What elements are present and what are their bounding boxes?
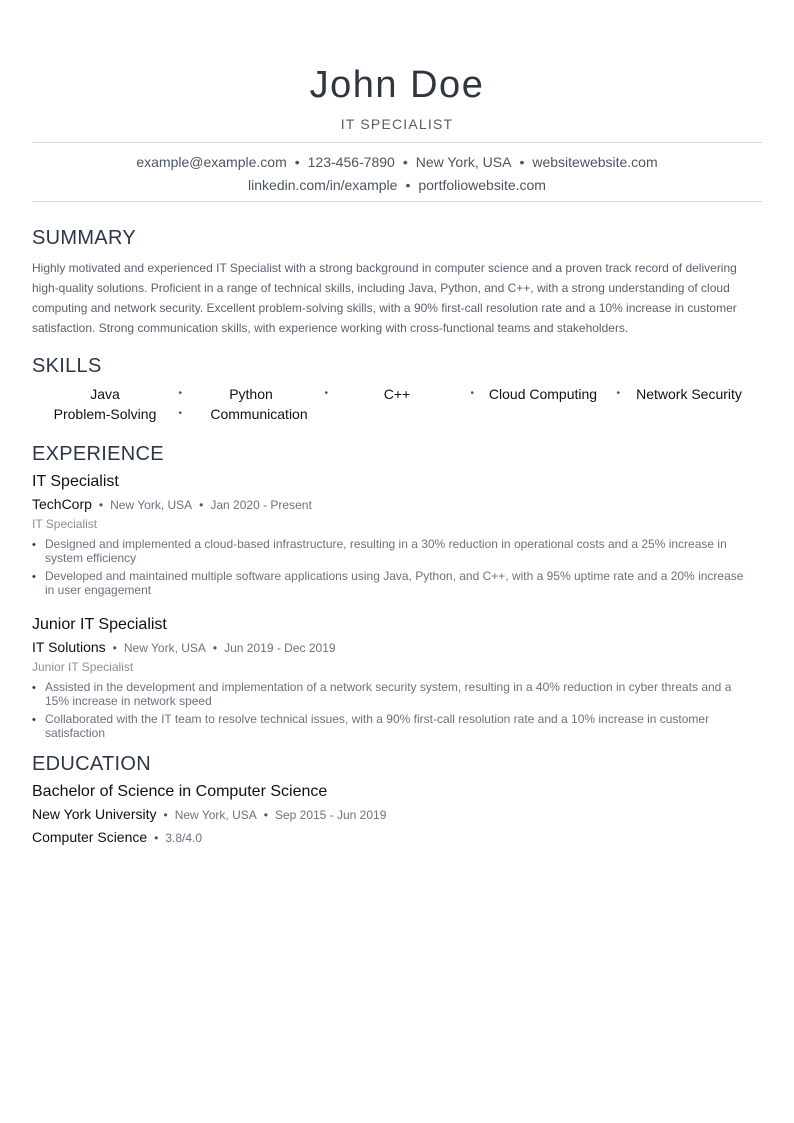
skill-item	[32, 384, 182, 404]
job-bullet: • Designed and implemented a cloud-based infrastructure, resulting in a 30% reduction in operational costs and a 25% increase in system efficiency	[32, 537, 762, 565]
skill-separator: •	[324, 388, 328, 399]
contact-line-2	[32, 174, 762, 197]
contact-info	[32, 151, 762, 197]
meta-separator: •	[98, 498, 104, 512]
job-meta	[32, 637, 762, 658]
job-bullet: • Developed and maintained multiple software applications using Java, Python, and C++, with a 95% uptime rate and a 20% increase in user engagement	[32, 569, 762, 597]
skills-section	[32, 354, 762, 424]
job-location: New York, USA	[110, 498, 193, 512]
meta-separator: •	[212, 641, 218, 655]
contact-website[interactable]: websitewebsite.com	[532, 154, 658, 170]
job-bullets	[32, 537, 762, 597]
meta-separator: •	[112, 641, 117, 655]
skills-list	[32, 384, 762, 424]
skill-item	[178, 404, 324, 424]
skill-label: C++	[383, 386, 411, 402]
job-dates: Jan 2020 - Present	[210, 498, 312, 512]
education-degree: Bachelor of Science in Computer Science	[32, 783, 328, 800]
meta-separator: •	[154, 831, 159, 845]
education-heading: EDUCATION	[32, 753, 151, 775]
candidate-title: IT SPECIALIST	[340, 116, 454, 132]
candidate-name: John Doe	[309, 64, 485, 106]
skill-separator: •	[178, 408, 182, 419]
skill-label: Communication	[210, 406, 308, 422]
summary-text: Highly motivated and experienced IT Specialist with a strong background in computer science and a proven track record of delivering high-quality solutions. Proficient in a range of technical skills, including Java, Python, and C++, with a strong understanding of cloud computing and network security. Excellent problem-solving skills, with a 90% first-call resolution rate and a 10% increase in customer satisfaction. Strong communication skills, with experience working with cross-functional teams and stakeholders.	[32, 261, 737, 335]
skill-item	[324, 384, 474, 404]
education-meta	[32, 804, 762, 825]
meta-separator: •	[163, 808, 168, 822]
skill-separator: •	[470, 388, 474, 399]
contact-location: New York, USA	[415, 154, 512, 170]
contact-portfolio[interactable]: portfoliowebsite.com	[418, 177, 546, 193]
skills-heading: SKILLS	[32, 355, 102, 377]
summary-heading: SUMMARY	[32, 227, 136, 249]
job-entry	[32, 472, 762, 597]
skill-separator: •	[616, 388, 620, 399]
education-field-meta	[32, 827, 762, 848]
education-school: New York University	[32, 806, 157, 822]
education-dates: Sep 2015 - Jun 2019	[274, 808, 387, 822]
skill-label: Java	[90, 386, 120, 402]
job-bullets	[32, 680, 762, 740]
education-section	[32, 752, 762, 848]
job-company: IT Solutions	[32, 639, 106, 655]
skill-item	[616, 384, 762, 404]
job-entry	[32, 615, 762, 740]
header-divider-bottom	[32, 201, 762, 202]
header-divider-top	[32, 142, 762, 143]
meta-separator: •	[263, 808, 268, 822]
job-bullet: • Collaborated with the IT team to resolve technical issues, with a 90% first-call resolution rate and a 10% increase in customer satisfaction	[32, 712, 762, 740]
meta-separator: •	[199, 498, 204, 512]
job-company: TechCorp	[32, 496, 92, 512]
job-location: New York, USA	[123, 641, 206, 655]
contact-separator: •	[294, 154, 300, 170]
resume-header	[0, 0, 794, 132]
education-gpa: 3.8/4.0	[165, 831, 203, 845]
education-field: Computer Science	[32, 829, 148, 845]
skill-label: Network Security	[636, 386, 742, 402]
contact-line-1	[32, 151, 762, 174]
contact-separator: •	[402, 154, 408, 170]
skill-item	[470, 384, 620, 404]
job-role: Junior IT Specialist	[32, 660, 134, 674]
skill-label: Python	[229, 386, 273, 402]
job-title: Junior IT Specialist	[32, 616, 167, 633]
contact-linkedin[interactable]: linkedin.com/in/example	[248, 177, 398, 193]
job-role: IT Specialist	[32, 517, 98, 531]
contact-phone[interactable]: 123-456-7890	[307, 154, 395, 170]
skill-label: Problem-Solving	[53, 406, 157, 422]
education-location: New York, USA	[174, 808, 257, 822]
skill-separator: •	[178, 388, 182, 399]
experience-heading: EXPERIENCE	[32, 443, 164, 465]
contact-separator: •	[519, 154, 525, 170]
summary-section	[32, 226, 762, 338]
job-title: IT Specialist	[32, 473, 119, 490]
job-dates: Jun 2019 - Dec 2019	[224, 641, 336, 655]
contact-separator: •	[405, 177, 411, 193]
skill-item	[32, 404, 182, 424]
job-bullet: • Assisted in the development and implementation of a network security system, resulting in a 40% reduction in cyber threats and a 15% increase in network speed	[32, 680, 762, 708]
skill-item	[178, 384, 328, 404]
job-meta	[32, 494, 762, 515]
contact-email[interactable]: example@example.com	[136, 154, 287, 170]
experience-section	[32, 442, 762, 740]
skill-label: Cloud Computing	[488, 386, 598, 402]
